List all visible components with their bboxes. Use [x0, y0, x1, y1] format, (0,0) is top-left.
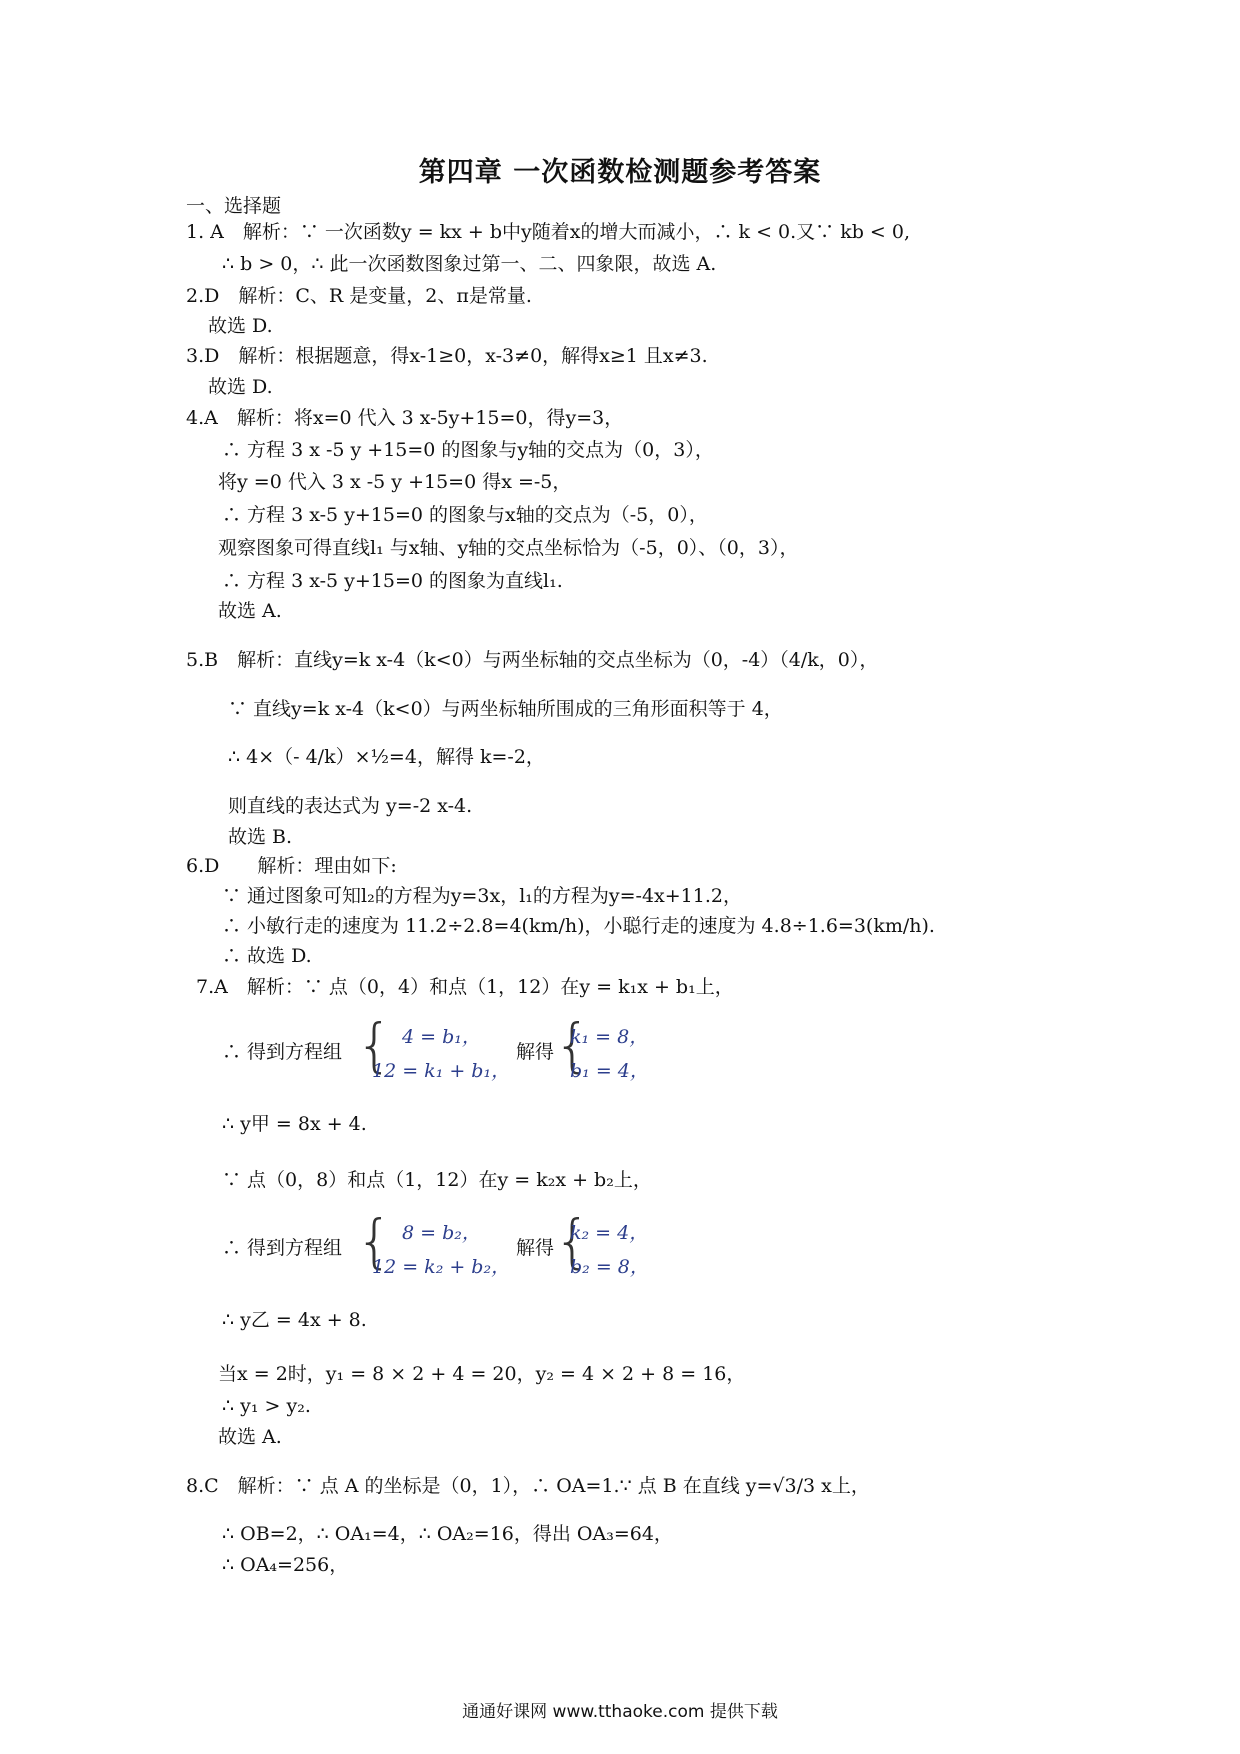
q7-solve-label: 解得: [516, 1041, 555, 1063]
q5-line-5: 故选 B.: [228, 826, 293, 848]
q8-line-2: ∴ OB=2，∴ OA₁=4，∴ OA₂=16，得出 OA₃=64，: [222, 1523, 673, 1545]
q8-line-3: ∴ OA₄=256，: [222, 1554, 349, 1576]
q6-line-4: ∴ 故选 D.: [222, 945, 312, 967]
q4-line-5: 观察图象可得直线l₁ 与x轴、y轴的交点坐标恰为（-5，0）、（0，3），: [218, 537, 799, 559]
q5-line-4: 则直线的表达式为 y=-2 x-4.: [228, 795, 473, 817]
q3-line-1: 3.D 解析：根据题意，得x-1≥0，x-3≠0，解得x≥1 且x≠3.: [186, 345, 708, 367]
q7-line-7: 当x = 2时，y₁ = 8 × 2 + 4 = 20，y₂ = 4 × 2 + 8 = 16，: [218, 1363, 746, 1385]
section-heading: 一、选择题: [186, 195, 282, 217]
q4-line-1: 4.A 解析：将x=0 代入 3 x-5y+15=0，得y=3，: [186, 407, 624, 429]
q4-line-2: ∴ 方程 3 x -5 y +15=0 的图象与y轴的交点为（0，3），: [222, 439, 714, 461]
q7-system1: [372, 1020, 510, 1088]
equation: 12 = k₂ + b₂，: [372, 1256, 511, 1278]
equation: 8 = b₂，: [402, 1222, 481, 1244]
equation: 4 = b₁，: [402, 1026, 481, 1048]
q7-solve-label-2: 解得: [516, 1237, 555, 1259]
left-brace-icon: {: [554, 1011, 591, 1079]
q2-line-1: 2.D 解析：C、R 是变量，2、π是常量.: [186, 285, 532, 307]
equation: b₂ = 8，: [570, 1256, 649, 1278]
q4-line-7: 故选 A.: [218, 600, 282, 622]
q7-system1-solution: [570, 1020, 649, 1088]
q7-system2-label: ∴ 得到方程组: [222, 1237, 343, 1259]
q2-line-2: 故选 D.: [208, 315, 273, 337]
q7-line-4: ∵ 点（0，8）和点（1，12）在y = k₂x + b₂上，: [222, 1169, 652, 1191]
equation: b₁ = 4，: [570, 1060, 649, 1082]
page-footer: 通通好课网 www.tthaoke.com 提供下载: [462, 1702, 778, 1722]
q7-line-1: 7.A 解析：∵ 点（0，4）和点（1，12）在y = k₁x + b₁上，: [196, 976, 734, 998]
equation: k₁ = 8，: [570, 1026, 649, 1048]
q7-line-6: ∴ y乙 = 4x + 8.: [222, 1309, 367, 1331]
q5-line-2: ∵ 直线y=k x-4（k<0）与两坐标轴所围成的三角形面积等于 4，: [228, 698, 783, 720]
q1-line-2: ∴ b > 0，∴ 此一次函数图象过第一、二、四象限，故选 A.: [222, 253, 717, 275]
left-brace-icon: {: [356, 1011, 393, 1079]
q5-line-1: 5.B 解析：直线y=k x-4（k<0）与两坐标轴的交点坐标为（0，-4）（4/k，0），: [186, 649, 879, 671]
q4-line-6: ∴ 方程 3 x-5 y+15=0 的图象为直线l₁.: [222, 570, 563, 592]
q3-line-2: 故选 D.: [208, 376, 273, 398]
q4-line-4: ∴ 方程 3 x-5 y+15=0 的图象与x轴的交点为（-5，0），: [222, 504, 708, 526]
q7-line-3: ∴ y甲 = 8x + 4.: [222, 1113, 367, 1135]
q5-line-3: ∴ 4×（- 4/k）×½=4，解得 k=-2，: [228, 746, 545, 768]
q1-line-1: 1. A 解析：∵ 一次函数y = kx + b中y随着x的增大而减小，∴ k < 0.又∵ kb < 0,: [186, 221, 911, 243]
q4-line-3: 将y =0 代入 3 x -5 y +15=0 得x =-5，: [218, 471, 572, 493]
q6-line-1: 6.D 解析：理由如下:: [186, 855, 397, 877]
q8-line-1: 8.C 解析：∵ 点 A 的坐标是（0，1），∴ OA=1.∵ 点 B 在直线 y=√3/3 x上，: [186, 1475, 870, 1497]
equation: 12 = k₁ + b₁，: [372, 1060, 511, 1082]
left-brace-icon: {: [554, 1207, 591, 1275]
q7-line-8: ∴ y₁ > y₂.: [222, 1395, 311, 1417]
page-title: 第四章 一次函数检测题参考答案: [418, 157, 822, 188]
q7-line-9: 故选 A.: [218, 1426, 282, 1448]
q6-line-2: ∵ 通过图象可知l₂的方程为y=3x，l₁的方程为y=-4x+11.2，: [222, 885, 742, 907]
q7-system2-solution: [570, 1216, 649, 1284]
q7-system1-label: ∴ 得到方程组: [222, 1041, 343, 1063]
left-brace-icon: {: [356, 1207, 393, 1275]
q6-line-3: ∴ 小敏行走的速度为 11.2÷2.8=4(km/h)，小聪行走的速度为 4.8÷1.6=3(km/h).: [222, 915, 935, 937]
equation: k₂ = 4，: [570, 1222, 649, 1244]
q7-system2: [372, 1216, 510, 1284]
